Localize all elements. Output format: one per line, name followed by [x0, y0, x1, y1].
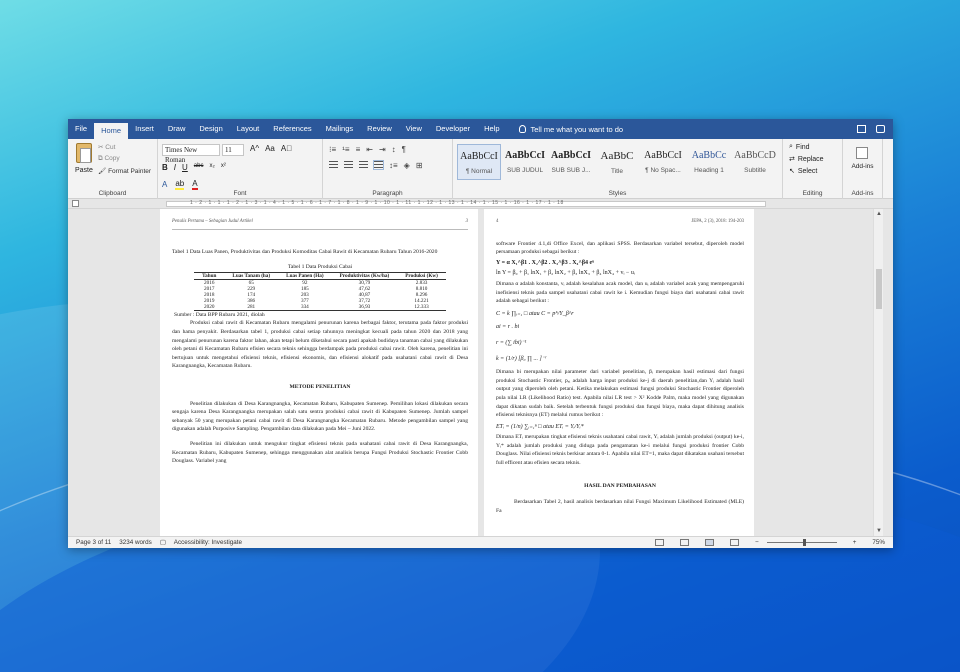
highlight-icon[interactable]: ab — [175, 179, 185, 188]
font-size-select[interactable]: 11 — [222, 144, 244, 156]
lightbulb-icon — [519, 125, 526, 133]
select-label: Select — [797, 167, 818, 175]
zoom-level[interactable]: 75% — [872, 539, 885, 546]
tab-mailings[interactable]: Mailings — [325, 124, 354, 133]
numbering-icon[interactable]: ¹≡ — [342, 145, 350, 154]
cell: 2019 — [204, 297, 215, 304]
clipboard-label: Clipboard — [98, 190, 127, 197]
font-color-row — [162, 179, 198, 190]
equation: r = (∑ ibi)⁻¹ — [496, 339, 527, 346]
cell: 203 — [300, 291, 309, 298]
cell: 377 — [300, 297, 309, 304]
style-sub-judul[interactable] — [503, 144, 547, 180]
paste-icon[interactable] — [76, 143, 92, 163]
paragraph: Penelitian dilakukan di Desa Karangnangka, Kecamatan Rubaru, Kabupaten Sumenep. Pemilihan lokasi dilakukan secara sengaja karena Desa Karangnangka merupakan salah satu sentra produksi cabai rawit di Kabupaten Sumenep. Jumlah sampel sebanyak 50 yang merupakan petani cabai rawit di Desa Karangnangka Kecamatan Rubaru. Metode pengambilan sampel yang digunakan adalah Purposive Sampling. Pengambilan data dilakukan pada Mei – Juni 2022. — [172, 400, 468, 433]
paragraph: Penelitian ini dilakukan untuk mengukur tingkat efisiensi teknis pada usahatani cabai rawit di Desa Karangnangka, Kecamatan Rubaru, Kabupaten Sumenep, sehingga menggunakan alat analisis berupa Fungsi Produksi Stochastic Frontier Cobb Douglass. Variabel yang — [172, 440, 468, 465]
font-format-row — [162, 163, 226, 172]
style-sub-sub-judul[interactable] — [549, 144, 593, 180]
tab-design[interactable]: Design — [199, 124, 223, 133]
addins-button[interactable]: Add-ins — [851, 163, 874, 170]
header-page-number: 4 — [496, 219, 499, 224]
zoom-knob[interactable] — [803, 539, 806, 546]
share-icon[interactable] — [857, 125, 866, 133]
page-3[interactable] — [160, 209, 478, 536]
style-heading-1[interactable] — [687, 144, 731, 180]
change-case-icon[interactable]: Aa — [265, 144, 275, 153]
col-header: Produktivitas (Kw/ha) — [332, 272, 398, 279]
section-heading: HASIL DAN PEMBAHASAN — [584, 482, 656, 489]
style-name: Title — [610, 168, 624, 175]
cell: 2020 — [194, 304, 224, 311]
copy-label: Copy — [104, 155, 120, 162]
word-count[interactable]: 3234 words — [119, 539, 152, 546]
tab-file[interactable]: File — [75, 124, 88, 133]
pilcrow-icon[interactable]: ¶ — [401, 145, 406, 154]
clear-format-icon[interactable]: A⃠ — [280, 144, 293, 153]
style-normal[interactable] — [457, 144, 501, 180]
addins-label: Add-ins — [851, 190, 874, 197]
paragraph: Dimana ETᵢ merupakan tingkat efisiensi teknis usahatani cabai rawit, Yᵢ adalah jumlah produksi (output) ke-i, Yᵢ* adalah jumlah produksi yang diduga pada pengamatan ke-i melalui fungsi produksi frontier Cobb Douglass. Nilai efisiensi teknis berkisar antara 0-1. Apabila nilai ET=1, maka dapat dikatakan usahani tersebut full efficent atau efisien secara teknis. — [496, 434, 744, 467]
cell: 2.833 — [415, 279, 428, 286]
paragraph-group — [323, 139, 453, 199]
tell-me-search[interactable] — [519, 125, 624, 134]
equation: Y = α X₁^β1 . X₂^β2 . X₃^β3 . X₄^β4 eᵘ — [496, 259, 595, 266]
font-group — [158, 139, 323, 199]
tab-developer[interactable]: Developer — [435, 124, 471, 133]
style-sample: AaBbCcD — [734, 150, 776, 161]
table-title: Tabel 1 Data Produksi Cabai — [287, 264, 353, 271]
cell: 2016 — [204, 279, 215, 286]
header-journal: JEPA, 2 (3), 2018: 194-203 — [691, 219, 744, 224]
table-row — [194, 304, 446, 311]
superscript-button[interactable]: x² — [220, 163, 226, 169]
tab-references[interactable]: References — [273, 124, 312, 133]
ruler-numbers: 1 · 2 · 1 · 1 · 1 · 2 · 1 · 3 · 1 · 4 · 1 · 5 · 1 · 6 · 1 · 7 · 1 · 8 · 1 · 9 · 1 · 10 · 1 · 11 · 1 · 12 · 1 · 13 · 1 · 14 · 1 · 15 · 1 · 16 · 1 · 17 · 1 · 18 — [190, 200, 564, 206]
align-right-icon[interactable] — [359, 161, 368, 169]
table-caption: Tabel 1 Data Luas Panen, Produktivitas dan Produksi Komoditas Cabai Rawit di Kecamatan Rubaru Tahun 2016-2020 — [172, 248, 438, 255]
page-count[interactable]: Page 3 of 11 — [76, 539, 112, 546]
cell: 174 — [247, 291, 256, 298]
table-header-row — [194, 272, 446, 279]
select-button[interactable] — [789, 167, 817, 175]
paragraph: software Frontier 4.1,di Office Excel, dan aplikasi SPSS. Berdasarkan variabel tersebut, diperoleh model persamaan produksi sebagai berikut : — [496, 240, 744, 256]
cell: 2018 — [204, 291, 215, 298]
bullets-icon[interactable]: ⁝≡ — [329, 145, 337, 154]
cell: 281 — [224, 304, 278, 311]
status-bar — [68, 536, 893, 548]
header-author: Penulis Pertama – Sebagian Judul Artikel — [172, 219, 253, 224]
cell: 334 — [278, 304, 331, 311]
col-header: Luas Tanam (ha) — [224, 272, 278, 279]
styles-group — [453, 139, 783, 199]
list-buttons-row — [329, 145, 406, 154]
production-table — [194, 272, 446, 311]
font-color-icon[interactable]: A — [192, 179, 198, 188]
equation: ln Y = β₀ + β₁ lnX₁ + β₂ lnX₂ + β₃ lnX₃ + β₄ lnX₄ + vᵢ − uᵢ — [496, 270, 635, 277]
editing-group — [783, 139, 843, 199]
header-page-number: 3 — [465, 219, 468, 224]
print-layout-icon[interactable] — [705, 539, 714, 546]
col-header: Tahun — [194, 272, 224, 279]
tab-selector[interactable] — [72, 200, 79, 207]
align-left-icon[interactable] — [329, 161, 338, 169]
style-sample: AaBbC — [600, 150, 634, 162]
style-subtitle[interactable] — [733, 144, 777, 180]
cell: 40,87 — [358, 291, 371, 298]
addins-group — [843, 139, 883, 199]
tab-layout[interactable]: Layout — [236, 124, 260, 133]
cell: 8.810 — [415, 285, 428, 292]
copy-button[interactable]: ⧉ Copy — [98, 155, 120, 162]
table-source: Sumber : Data BPP Rubaru 2021, diolah — [174, 311, 265, 318]
bold-button[interactable]: B — [162, 163, 168, 172]
replace-icon: ⇄ — [789, 156, 795, 163]
underline-button[interactable]: U — [182, 163, 188, 172]
cell: 37,72 — [358, 297, 371, 304]
editing-label: Editing — [802, 190, 823, 197]
tab-draw[interactable]: Draw — [167, 124, 186, 133]
style-name: SUB JUDUL — [506, 167, 544, 174]
tab-insert[interactable]: Insert — [135, 124, 154, 133]
borders-icon[interactable]: ⊞ — [415, 161, 423, 170]
find-label: Find — [795, 143, 810, 151]
font-label: Font — [233, 190, 247, 197]
cursor-icon: ↖ — [789, 168, 795, 175]
cell: 30,79 — [358, 279, 371, 286]
horizontal-ruler — [68, 199, 893, 209]
focus-mode-icon[interactable] — [655, 539, 664, 546]
decrease-indent-icon[interactable]: ⇤ — [366, 145, 373, 154]
search-icon: ⌕ — [789, 143, 793, 150]
style-sample: AaBbCc — [691, 150, 727, 161]
col-header: Luas Panen (Ha) — [278, 272, 331, 279]
accessibility-status[interactable]: Accessibility: Investigate — [173, 539, 243, 546]
style-name: Heading 1 — [694, 167, 724, 174]
cell: 12.333 — [397, 304, 446, 311]
replace-label: Replace — [797, 155, 824, 163]
font-name-select[interactable]: Times New Roman — [162, 144, 220, 156]
style-sample: AaBbCcI — [504, 150, 545, 161]
line-spacing-icon[interactable]: ↕≡ — [389, 161, 398, 170]
tab-home[interactable]: Home — [94, 123, 128, 139]
cell: 14.221 — [414, 297, 429, 304]
equation: ai = r . bi — [496, 324, 520, 331]
web-layout-icon[interactable] — [730, 539, 739, 546]
read-mode-icon[interactable] — [680, 539, 689, 546]
tell-me-text: Tell me what you want to do — [530, 124, 624, 134]
text-effects-icon[interactable]: A — [162, 180, 168, 189]
comments-icon[interactable] — [876, 125, 885, 133]
style-sample: AaBbCcI — [644, 150, 682, 161]
cell: 386 — [247, 297, 256, 304]
paragraph: Dimana bi merupakan nilai parameter dari variabel penelitian, βᵢ merupakan hasil estimasi dari fungsi produksi Stochastic Frontier, pₓᵢ adalah harga input produksi ke-j di daerah penelitian,dan Yᵢ adalah hasil output yang diperoleh oleh petani. Ketika melakukan estimasi fungsi produksi Stochastic Frontier diperoleh pula nilai LR (Likelihood Ratio) test. Apabila nilai LR test > X² Kodde Palm, maka model yang digunakan dapat dikatan sudah baik. Setelah terbentuk fungsi produksi dan fungsi biaya, maka dapat dihitung analisis efisiensi teknisnya (ET) melalui rumus berikut : — [496, 369, 744, 419]
ribbon-tab-bar — [68, 119, 893, 139]
italic-button[interactable]: I — [173, 163, 177, 172]
align-center-icon[interactable] — [344, 161, 353, 169]
sort-icon[interactable]: ↕ — [391, 145, 396, 154]
multilevel-icon[interactable]: ≡ — [355, 145, 361, 154]
zoom-out-icon[interactable]: − — [755, 539, 759, 546]
paragraph: Berdasarkan Tabel 2, hasil analisis berdasarkan nilai Fungsi Maximum Likelihood Estimated (MLE) Fa — [496, 499, 744, 514]
cell: 47,62 — [358, 285, 371, 292]
strikethrough-button[interactable]: abc — [193, 163, 204, 169]
style-name: ¶ Normal — [465, 168, 493, 175]
col-header: Produksi (Kw) — [397, 272, 446, 279]
style-no-spacing[interactable] — [641, 144, 685, 180]
page-header — [172, 218, 468, 230]
clipboard-group — [68, 139, 158, 199]
cell: 92 — [302, 279, 308, 286]
cell: 65 — [248, 279, 254, 286]
scroll-thumb[interactable] — [876, 269, 882, 309]
style-sample: AaBbCcI — [550, 150, 591, 161]
alignment-row — [329, 161, 423, 170]
paragraph: Dimana α adalah konstanta, vᵢ adalah kesalahan acak model, dan uᵢ adalah variabel acak yang mempengaruhi inefisiensi teknis pada sampel usahatani cabai rawit ke i. Kemudian fungsi biaya dari usahatani cabai rawit adalah sebagai berikut : — [496, 280, 744, 305]
cell: 2017 — [204, 285, 215, 292]
cell: 36,93 — [332, 304, 398, 311]
styles-label: Styles — [608, 190, 627, 197]
proofing-icon[interactable]: ▢ — [159, 539, 166, 546]
cut-label: Cut — [105, 144, 116, 151]
ribbon — [68, 139, 893, 199]
scroll-up-icon[interactable]: ▲ — [876, 211, 882, 217]
zoom-slider[interactable] — [767, 542, 837, 543]
cut-button[interactable]: ✂ Cut — [98, 144, 116, 151]
paragraph: Produksi cabai rawit di Kecamatan Rubaru mengalami penurunan karena berbagai faktor, terutama pada faktor produksi dan hama penyakit. Berdasarkan tabel 1, produksi cabai setiap tahunnya meningkat kecuali pada tahun 2020 dan 2018 yang mengalami penurunan karena faktor lahan, akan tetapi belum diketahui secara pasti apakah budidaya tanaman cabai yang dilakukan oleh petani di Kecamatan Rubaru efisien secara teknis sehingga berdampak pada produksi cabai rawit. Oleh karena, penelitian ini bertujuan untuk mengetahui efisiensi teknis, efisiensi ekonomis, dan efisiensi alokatif pada usahatani cabai rawit di Desa Karangnangka, Kecamatan Rubaru. — [172, 320, 468, 370]
cell: 229 — [247, 285, 256, 292]
find-button[interactable] — [789, 143, 810, 151]
paste-button[interactable]: Paste — [75, 167, 93, 174]
equation: ETᵢ = (1/n) ∑ᵢ₌₁ⁿ □ atau ETᵢ = Yᵢ/Yᵢ* — [496, 423, 584, 430]
equation: C = k ∏ᵢ₌₁ □ atau C = pᴬ/Y_β^r — [496, 310, 574, 317]
style-name: SUB SUB J... — [551, 167, 591, 174]
cell: 8.296 — [415, 291, 428, 298]
increase-indent-icon[interactable]: ⇥ — [378, 145, 386, 154]
page-4[interactable] — [484, 209, 754, 536]
addins-icon[interactable] — [856, 147, 868, 159]
grow-font-icon[interactable]: A^ — [250, 144, 260, 153]
style-title[interactable] — [595, 144, 639, 180]
equation: k = (1/r) [β₀ ∏ ... ]⁻ʳ — [496, 355, 547, 362]
font-size-tools — [250, 144, 292, 153]
scroll-down-icon[interactable]: ▼ — [876, 528, 882, 534]
document-area[interactable] — [68, 209, 883, 536]
vertical-scrollbar[interactable] — [873, 209, 883, 536]
subscript-button[interactable]: x₂ — [209, 163, 215, 169]
style-name: Subtitle — [744, 167, 766, 174]
tab-help[interactable]: Help — [484, 124, 500, 133]
section-heading: METODE PENELITIAN — [289, 383, 351, 390]
page-header — [496, 218, 744, 229]
justify-icon[interactable] — [374, 161, 383, 169]
format-painter-button[interactable]: 🖌 Format Painter — [98, 168, 152, 175]
tab-review[interactable]: Review — [367, 124, 392, 133]
style-sample: AaBbCcI — [460, 151, 498, 162]
paragraph-label: Paragraph — [372, 190, 403, 197]
replace-button[interactable] — [789, 155, 824, 163]
tab-view[interactable]: View — [405, 124, 422, 133]
style-name: ¶ No Spac... — [645, 167, 681, 174]
shading-icon[interactable]: ◈ — [403, 161, 410, 170]
cell: 185 — [300, 285, 309, 292]
word-window — [68, 119, 893, 548]
zoom-in-icon[interactable]: + — [852, 539, 857, 546]
format-painter-label: Format Painter — [108, 168, 152, 175]
